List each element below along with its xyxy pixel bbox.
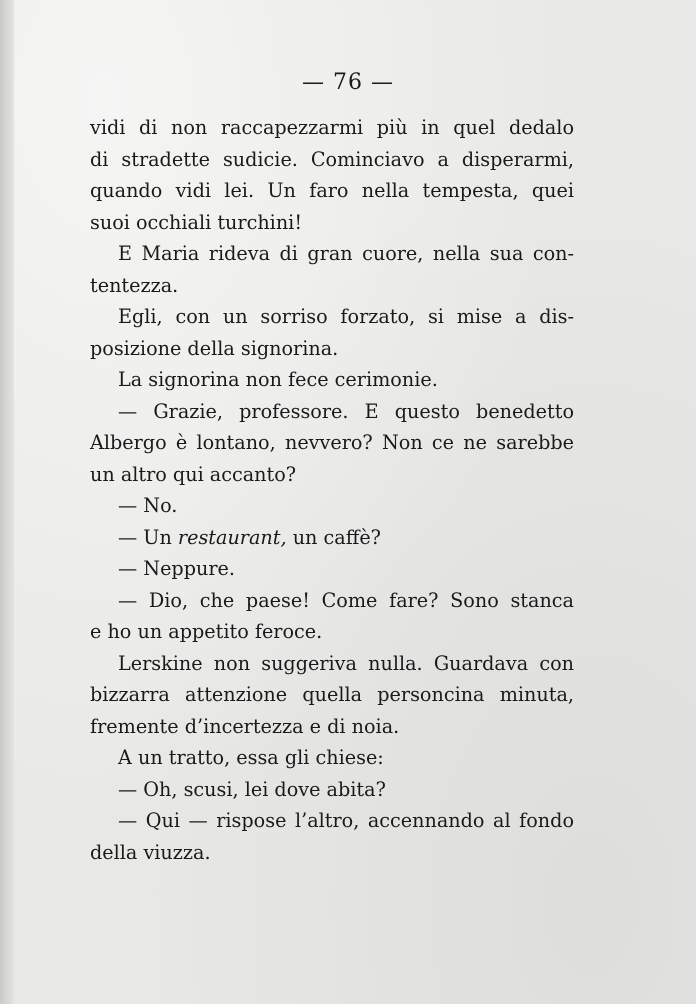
paragraph	[90, 112, 574, 238]
dialogue-paragraph	[90, 522, 574, 554]
paragraph	[90, 648, 574, 743]
text-line: bizzarra attenzione quella personcina minuta,	[90, 683, 574, 706]
text-line	[90, 522, 574, 554]
text-line: La signorina non fece cerimonie.	[118, 368, 438, 391]
text-line: — Dio, che paese! Come fare? Sono stanca	[118, 588, 574, 612]
text-line: A un tratto, essa gli chiese:	[118, 746, 384, 769]
text-line: — Qui — rispose l’altro, accennando al fondo	[118, 809, 574, 832]
text-run: — Un	[118, 525, 178, 549]
text-line: vidi di non raccapezzarmi più in quel dedalo	[90, 116, 574, 139]
text-line: Lerskine non suggeriva nulla. Guardava con	[118, 651, 574, 675]
text-line: fremente d’incertezza e di noia.	[90, 714, 400, 738]
dialogue-paragraph	[90, 396, 574, 491]
page-number: — 76 —	[302, 70, 394, 95]
text-line: — Grazie, professore. E questo benedetto	[118, 399, 574, 423]
paragraph	[90, 742, 574, 774]
text-run: un caffè?	[286, 525, 381, 549]
text-line: quando vidi lei. Un faro nella tempesta, quei	[90, 179, 574, 202]
dialogue-paragraph	[90, 774, 574, 806]
dialogue-paragraph	[90, 585, 574, 648]
paragraph	[90, 364, 574, 396]
text-line: della viuzza.	[90, 840, 211, 864]
text-line: un altro qui accanto?	[90, 462, 297, 486]
dialogue-paragraph	[90, 490, 574, 522]
dialogue-paragraph	[90, 805, 574, 868]
text-line: Egli, con un sorriso forzato, si mise a dis-	[118, 305, 574, 328]
paragraph	[90, 301, 574, 364]
dialogue-paragraph	[90, 553, 574, 585]
text-line: e ho un appetito feroce.	[90, 620, 323, 643]
italic-word: restaurant,	[177, 525, 287, 549]
text-line: di stradette sudicie. Cominciavo a disperarmi,	[90, 147, 574, 171]
body-text	[90, 112, 574, 868]
text-line: posizione della signorina.	[90, 336, 339, 360]
paragraph	[90, 238, 574, 301]
text-line: — Neppure.	[118, 557, 235, 580]
text-line: — No.	[118, 494, 178, 517]
text-line: Albergo è lontano, nevvero? Non ce ne sarebbe	[90, 431, 574, 454]
text-line: suoi occhiali turchini!	[90, 210, 303, 234]
page-gutter-shadow	[0, 0, 14, 1004]
text-line: E Maria rideva di gran cuore, nella sua con-	[118, 242, 574, 265]
text-line: — Oh, scusi, lei dove abita?	[118, 777, 386, 801]
text-line: tentezza.	[90, 273, 179, 297]
